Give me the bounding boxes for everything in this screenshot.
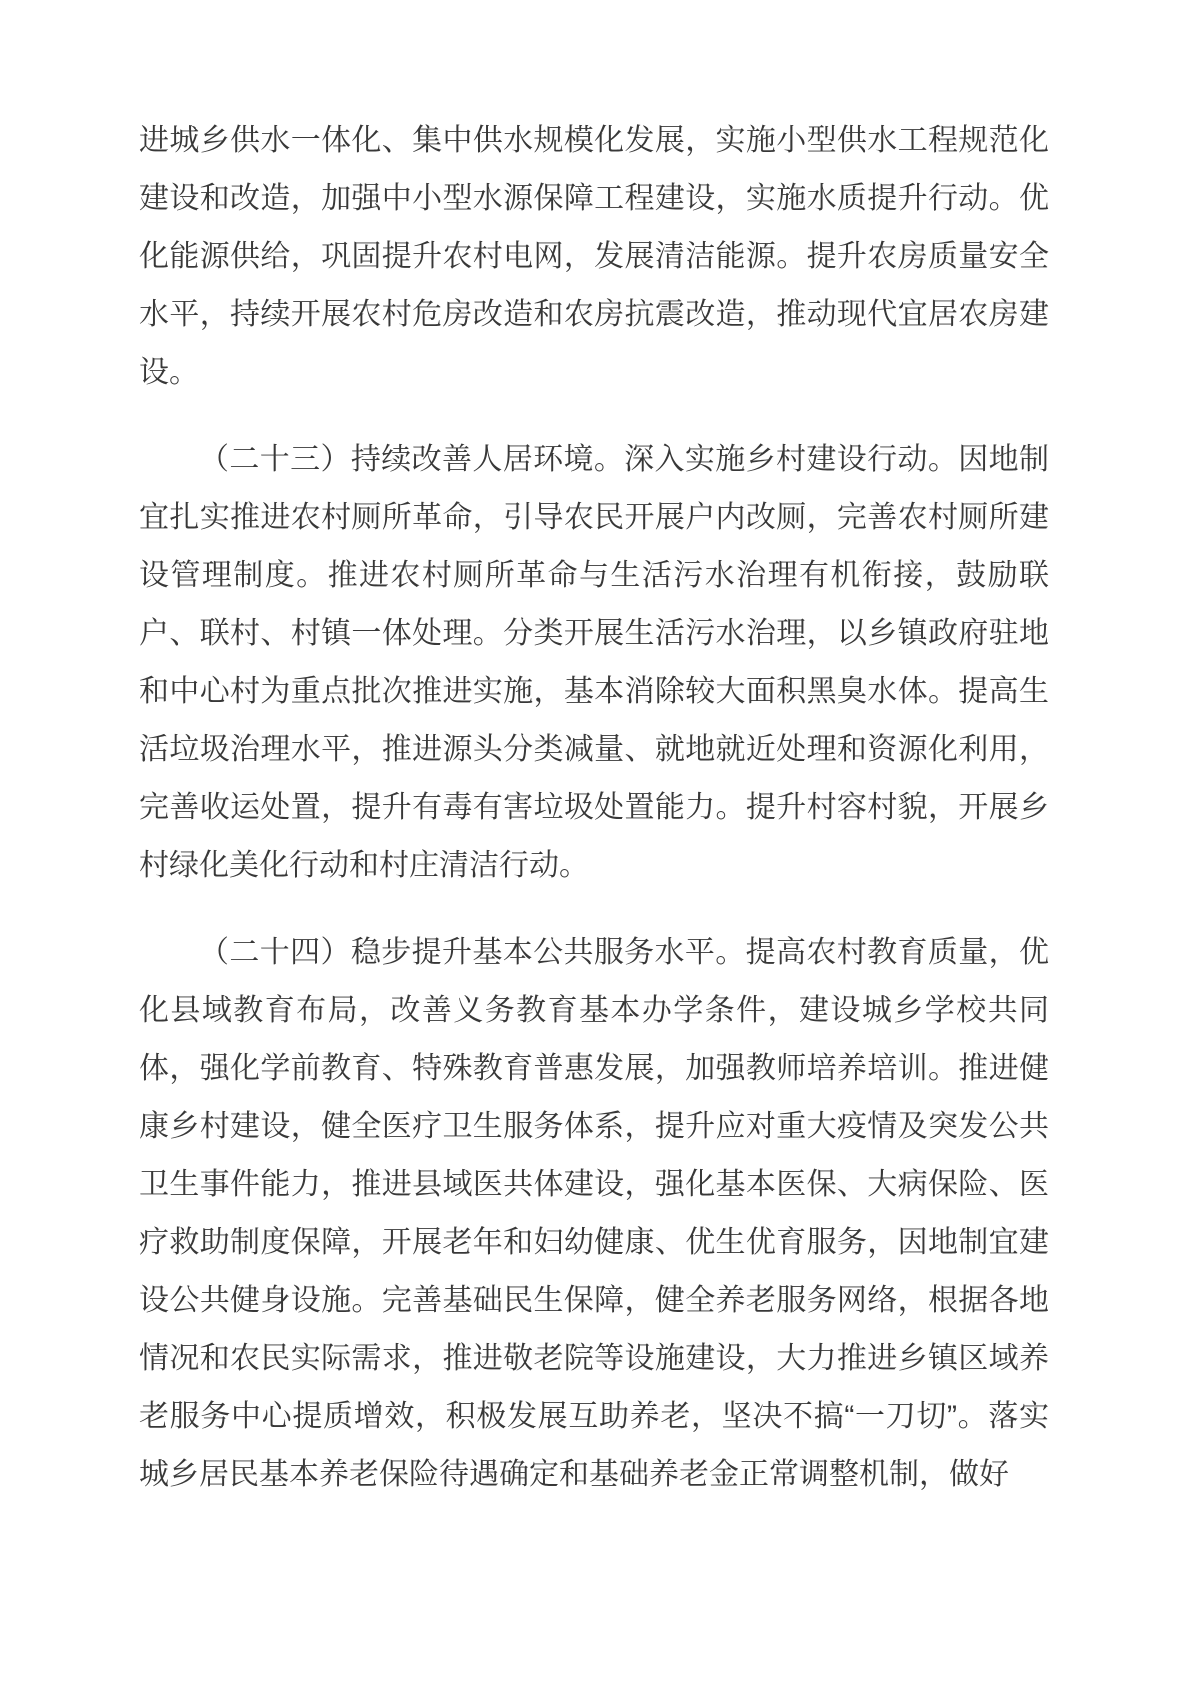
document-paragraph: 进城乡供水一体化、集中供水规模化发展，实施小型供水工程规范化建设和改造，加强中小型水源保障工程建设，实施水质提升行动。优化能源供给，巩固提升农村电网，发展清洁能源。提升农房质量安全水平，持续开展农村危房改造和农房抗震改造，推动现代宜居农房建设。 xyxy=(139,124,1049,389)
document-paragraph: （二十四）稳步提升基本公共服务水平。提高农村教育质量，优化县域教育布局，改善义务教育基本办学条件，建设城乡学校共同体，强化学前教育、特殊教育普惠发展，加强教师培养培训。推进健康乡村建设，健全医疗卫生服务体系，提升应对重大疫情及突发公共卫生事件能力，推进县域医共体建设，强化基本医保、大病保险、医疗救助制度保障，开展老年和妇幼健康、优生优育服务，因地制宜建设公共健身设施。完善基础民生保障，健全养老服务网络，根据各地情况和农民实际需求，推进敬老院等设施建设，大力推进乡镇区域养老服务中心提质增效，积极发展互助养老，坚决不搞“一刀切”。落实城乡居民基本养老保险待遇确定和基础养老金正常调整机制，做好 xyxy=(139,936,1049,1491)
document-body xyxy=(139,112,1049,1504)
document-paragraph: （二十三）持续改善人居环境。深入实施乡村建设行动。因地制宜扎实推进农村厕所革命，引导农民开展户内改厕，完善农村厕所建设管理制度。推进农村厕所革命与生活污水治理有机衔接，鼓励联户、联村、村镇一体处理。分类开展生活污水治理，以乡镇政府驻地和中心村为重点批次推进实施，基本消除较大面积黑臭水体。提高生活垃圾治理水平，推进源头分类减量、就地就近处理和资源化利用，完善收运处置，提升有毒有害垃圾处置能力。提升村容村貌，开展乡村绿化美化行动和村庄清洁行动。 xyxy=(139,443,1049,882)
